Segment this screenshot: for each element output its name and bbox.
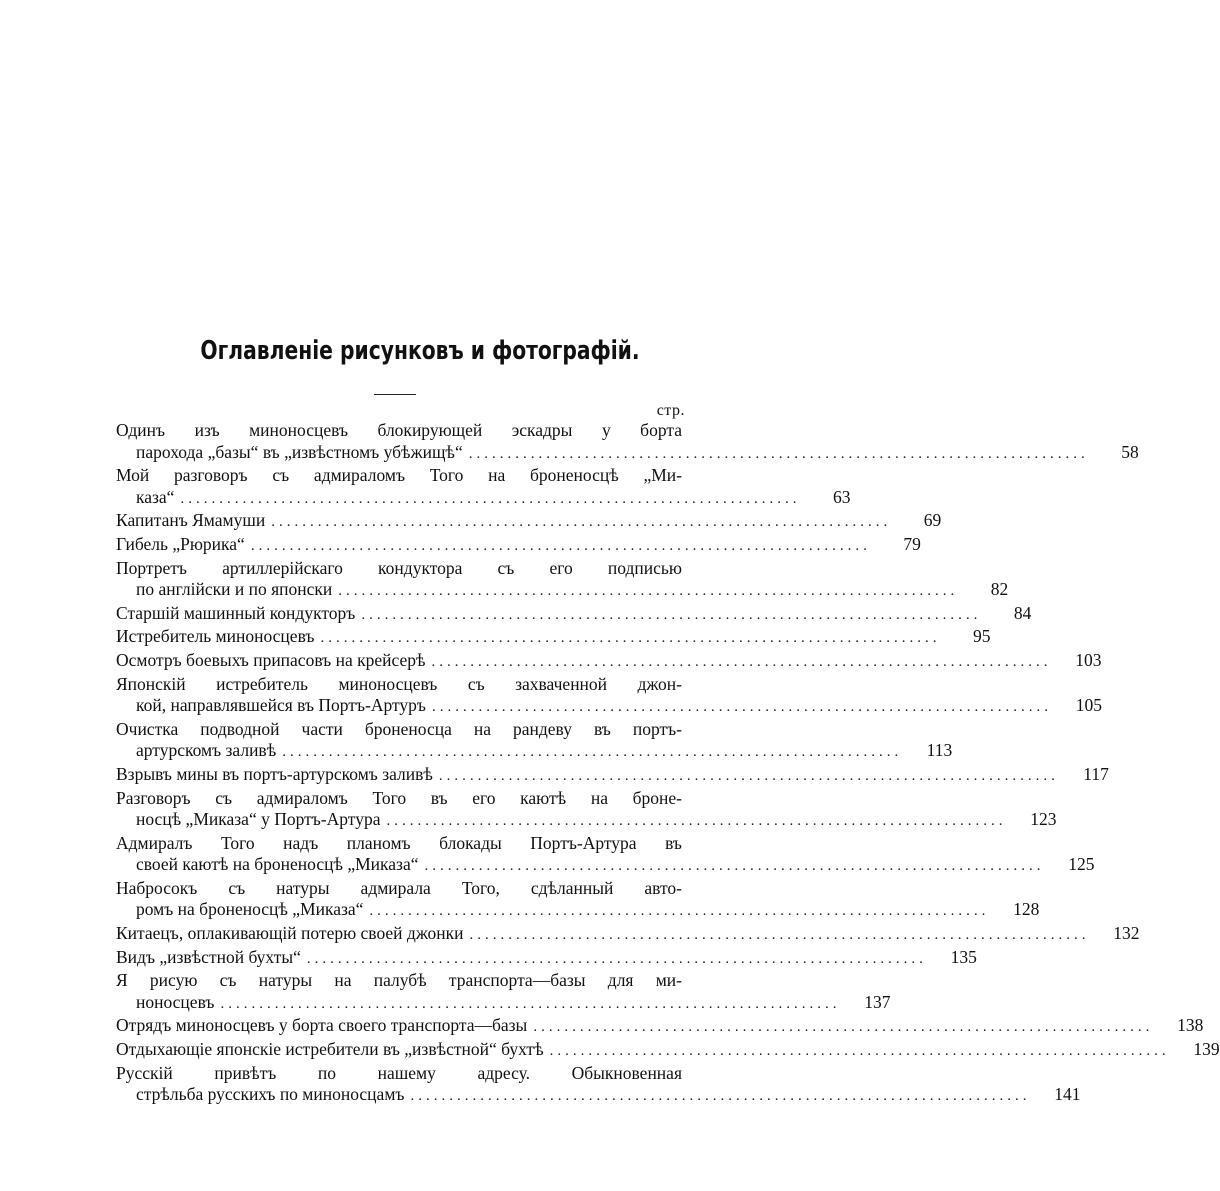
toc-entry-page-number: 95 [972,626,991,647]
toc-entry-title: Отдыхающіе японскіе истребители въ „извѣстной“ бухтѣ [116,1039,544,1060]
toc-entry-title: стрѣльба русскихъ по миноносцамъ [136,1084,405,1105]
toc-entry-title: Осмотръ боевыхъ припасовъ на крейсерѣ [116,649,426,670]
dot-leader: ................................................................................ [438,767,1059,784]
dot-leader: ................................................................................ [533,1019,1154,1036]
title-divider [374,394,416,395]
toc-entry-title-line: Я рисую съ натуры на палубѣ транспорта—базы для ми- [116,970,682,991]
dot-leader: ................................................................................ [250,537,871,554]
toc-entry-page-number: 137 [864,991,891,1012]
toc-entry-page-number: 125 [1068,854,1095,875]
toc-entry [116,465,851,510]
toc-entry [116,649,1102,674]
toc-entry-title-line: Портретъ артиллерійскаго кондуктора съ его подписью [116,557,682,578]
toc-entry-page-number: 138 [1177,1015,1204,1036]
dot-leader: ................................................................................ [549,1043,1170,1060]
toc-entry-page-number: 128 [1013,899,1040,920]
page-column-header: стр. [656,402,685,419]
toc-entry-last-line [116,695,1102,719]
toc-entry [116,557,1009,603]
toc-entry-page-number: 69 [923,510,942,531]
dot-leader: ................................................................................ [369,903,990,920]
toc-entry [116,626,991,650]
toc-entry-last-line [116,1084,1081,1108]
toc-entry-last-line [116,946,977,971]
toc-entry-last-line [116,510,942,534]
toc-entry-page-number: 103 [1075,649,1102,670]
page-title: Оглавленіе рисунковъ и фотографій. [200,336,640,366]
toc-entry-title-line: Разговоръ съ адмираломъ Того въ его каютѣ на броне- [116,787,682,808]
toc-entry-page-number: 113 [926,740,953,761]
toc-entry-title: ноносцевъ [136,991,215,1012]
dot-leader: ................................................................................ [386,813,1007,830]
toc-entry-page-number: 139 [1193,1039,1220,1060]
dot-leader: ................................................................................ [282,744,903,761]
toc-entry-title: своей каютѣ на броненосцѣ „Миказа“ [136,854,419,875]
toc-entry-last-line [116,441,1139,466]
toc-entry-title: носцѣ „Миказа“ у Портъ-Артура [136,809,381,830]
toc-entry-title: ромъ на броненосцѣ „Миказа“ [136,899,364,920]
toc-entry-title-line: Русскій привѣтъ по нашему адресу. Обыкновенная [116,1062,682,1083]
toc-entry-last-line [116,740,953,764]
dot-leader: ................................................................................ [468,445,1089,462]
toc-entry-title: артурскомъ заливѣ [136,740,277,761]
toc-entry [116,420,1139,465]
toc-entry-last-line [116,854,1095,878]
toc-entry-page-number: 58 [1121,441,1139,462]
dot-leader: ................................................................................ [361,606,982,623]
dot-leader: ................................................................................ [431,699,1052,716]
toc-entry-title-line: Очистка подводной части броненосца на рандеву въ портъ- [116,718,682,739]
dot-leader: ................................................................................ [431,653,1052,670]
toc-entry [116,1062,1081,1108]
toc-entry-title: Капитанъ Ямамуши [116,510,266,531]
toc-entry-title: Китаецъ, оплакивающій потерю своей джонки [116,923,464,944]
toc-entry-page-number: 135 [950,946,977,967]
toc-entry [116,533,921,558]
toc-entry-page-number: 63 [832,486,851,507]
toc-entry-last-line [116,533,921,558]
dot-leader: ................................................................................ [271,514,892,531]
toc-entry-last-line [116,1015,1204,1039]
toc-entry-last-line [116,579,1009,603]
toc-entry-title: каза“ [136,486,175,507]
toc-entry-last-line [116,602,1032,627]
dot-leader: ................................................................................ [410,1088,1031,1105]
toc-entry-page-number: 79 [903,533,921,554]
toc-entry [116,832,1095,878]
toc-entry-page-number: 141 [1054,1084,1081,1105]
toc-entry-page-number: 84 [1013,602,1032,623]
toc-entry-last-line [116,809,1057,833]
toc-entry-title: Гибель „Рюрика“ [116,533,245,554]
toc-entry-title: кой, направлявшейся въ Портъ-Артуръ [136,695,426,716]
dot-leader: ................................................................................ [180,490,801,507]
dot-leader: ................................................................................ [424,858,1045,875]
toc-entry-last-line [116,626,991,650]
dot-leader: ................................................................................ [320,630,941,647]
illustrations-list [116,420,1220,1108]
toc-entry-title: Истребитель миноносцевъ [116,626,315,647]
toc-entry [116,787,1057,833]
toc-entry-last-line [116,1039,1220,1063]
toc-entry-title: Старшій машинный кондукторъ [116,602,356,623]
toc-entry [116,510,942,534]
toc-entry-title: Взрывъ мины въ портъ-артурскомъ заливѣ [116,763,433,784]
toc-entry-title: Видъ „извѣстной бухты“ [116,946,301,967]
toc-entry-last-line [116,763,1109,788]
toc-entry [116,673,1102,719]
toc-entry-last-line [116,486,851,511]
toc-entry [116,1015,1204,1039]
toc-entry-page-number: 82 [990,579,1009,600]
toc-entry-title: Отрядъ миноносцевъ у борта своего транспорта—базы [116,1015,528,1036]
toc-entry-last-line [116,899,1040,923]
toc-entry-last-line [116,649,1102,674]
toc-entry-last-line [116,923,1140,947]
toc-entry [116,718,953,764]
toc-entry-title: парохода „базы“ въ „извѣстномъ убѣжищѣ“ [136,441,463,462]
toc-entry [116,877,1040,923]
toc-entry [116,923,1140,947]
toc-entry [116,763,1109,788]
toc-entry [116,602,1032,627]
toc-entry-title-line: Мой разговоръ съ адмираломъ Того на броненосцѣ „Ми- [116,465,682,486]
dot-leader: ................................................................................ [306,950,927,967]
toc-entry-title-line: Набросокъ съ натуры адмирала Того, сдѣланный авто- [116,877,682,898]
toc-entry [116,1039,1220,1063]
toc-entry-title: по англійски и по японски [136,579,333,600]
toc-entry-page-number: 123 [1030,809,1057,830]
toc-entry-page-number: 132 [1113,923,1140,944]
dot-leader: ................................................................................ [338,583,959,600]
toc-entry-title-line: Одинъ изъ миноносцевъ блокирующей эскадры у борта [116,420,682,440]
toc-entry [116,946,977,971]
toc-entry-page-number: 117 [1083,763,1109,784]
toc-entry-title-line: Адмиралъ Того надъ планомъ блокады Портъ-Артура въ [116,832,682,853]
toc-entry-page-number: 105 [1075,695,1102,716]
toc-entry [116,970,891,1015]
dot-leader: ................................................................................ [469,927,1090,944]
toc-entry-title-line: Японскій истребитель миноносцевъ съ захваченной джон- [116,673,682,694]
toc-entry-last-line [116,991,891,1016]
dot-leader: ................................................................................ [220,995,841,1012]
